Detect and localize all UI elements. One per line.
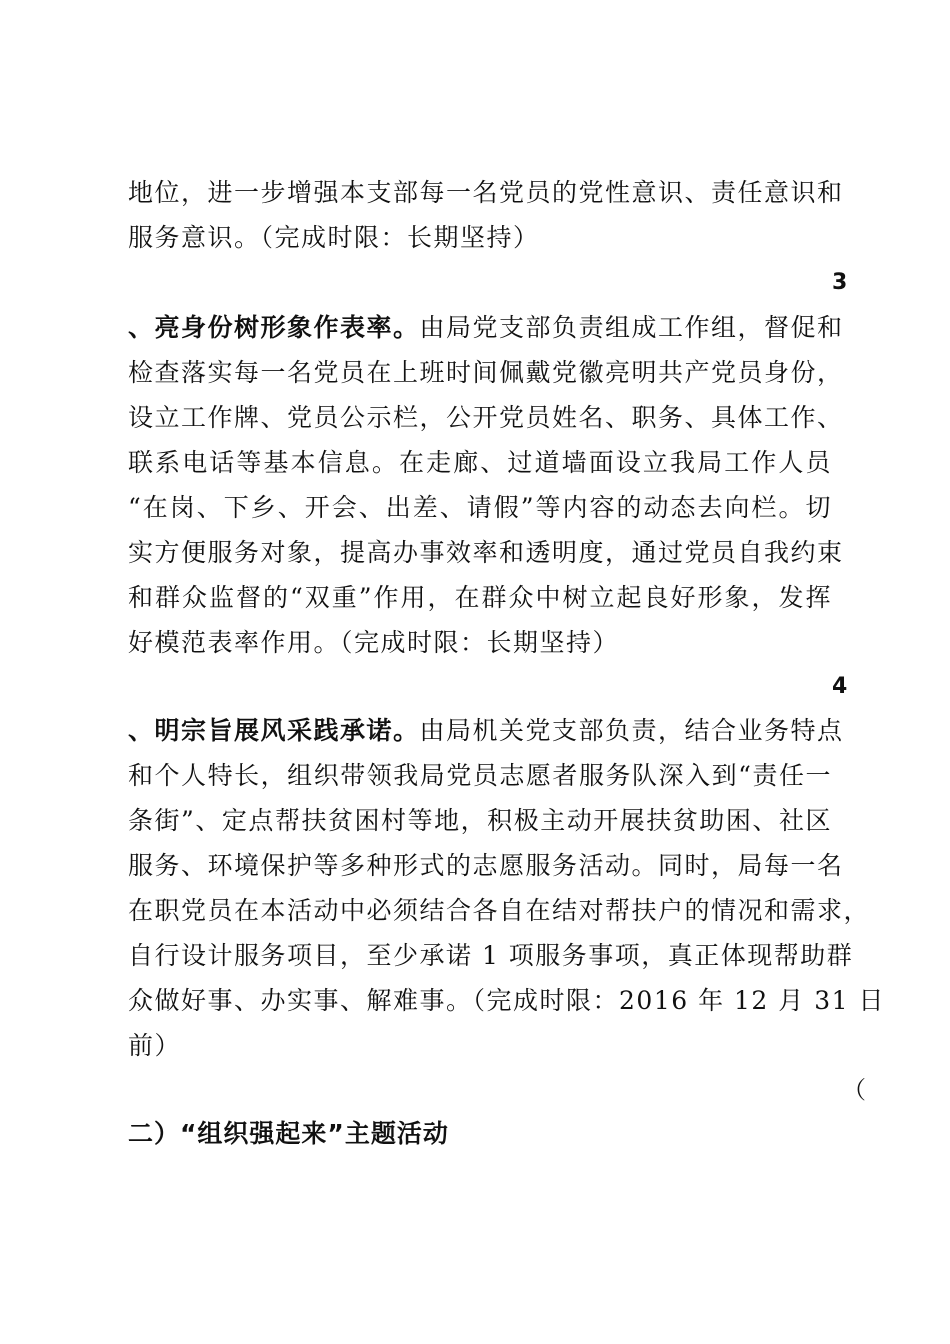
paragraph-line: 条街”、定点帮扶贫困村等地，积极主动开展扶贫助困、社区 <box>128 806 832 835</box>
paragraph-line: 实方便服务对象，提高办事效率和透明度，通过党员自我约束 <box>128 538 844 567</box>
paragraph-line: 服务意识。（完成时限：长期坚持） <box>128 223 540 252</box>
paragraph-text: 由局党支部负责组成工作组，督促和 <box>419 313 844 342</box>
item-number: 3 <box>832 270 848 295</box>
paragraph-line: 和个人特长，组织带领我局党员志愿者服务队深入到“责任一 <box>128 761 832 790</box>
item-number: 4 <box>832 674 848 699</box>
section-heading: 二）“组织强起来”主题活动 <box>128 1119 449 1148</box>
paragraph-line: 地位，进一步增强本支部每一名党员的党性意识、责任意识和 <box>128 178 844 207</box>
paragraph-line: “在岗、下乡、开会、出差、请假”等内容的动态去向栏。切 <box>128 493 832 522</box>
paragraph-line: 在职党员在本活动中必须结合各自在结对帮扶户的情况和需求， <box>128 896 871 925</box>
paragraph-line: 联系电话等基本信息。在走廊、过道墙面设立我局工作人员 <box>128 448 832 477</box>
paragraph-line: 众做好事、办实事、解难事。（完成时限：2016 年 12 月 31 日 <box>128 986 885 1015</box>
item-heading-line <box>128 313 844 343</box>
paragraph-line: 好模范表率作用。（完成时限：长期坚持） <box>128 628 620 657</box>
paragraph-line: 服务、环境保护等多种形式的志愿服务活动。同时，局每一名 <box>128 851 844 880</box>
item-heading-line <box>128 716 844 746</box>
paragraph-line: 检查落实每一名党员在上班时间佩戴党徽亮明共产党员身份， <box>128 358 844 387</box>
paragraph-line: 设立工作牌、党员公示栏，公开党员姓名、职务、具体工作、 <box>128 403 844 432</box>
paragraph-text: 由局机关党支部负责，结合业务特点 <box>419 716 844 745</box>
paragraph-line: 前） <box>128 1031 182 1060</box>
paragraph-line: 自行设计服务项目，至少承诺 1 项服务事项，真正体现帮助群 <box>128 941 854 970</box>
item-heading: 、明宗旨展风采践承诺。 <box>128 716 420 745</box>
section-open-paren: （ <box>842 1076 866 1104</box>
item-heading: 、亮身份树形象作表率。 <box>128 313 420 342</box>
paragraph-line: 和群众监督的“双重”作用，在群众中树立起良好形象，发挥 <box>128 583 832 612</box>
